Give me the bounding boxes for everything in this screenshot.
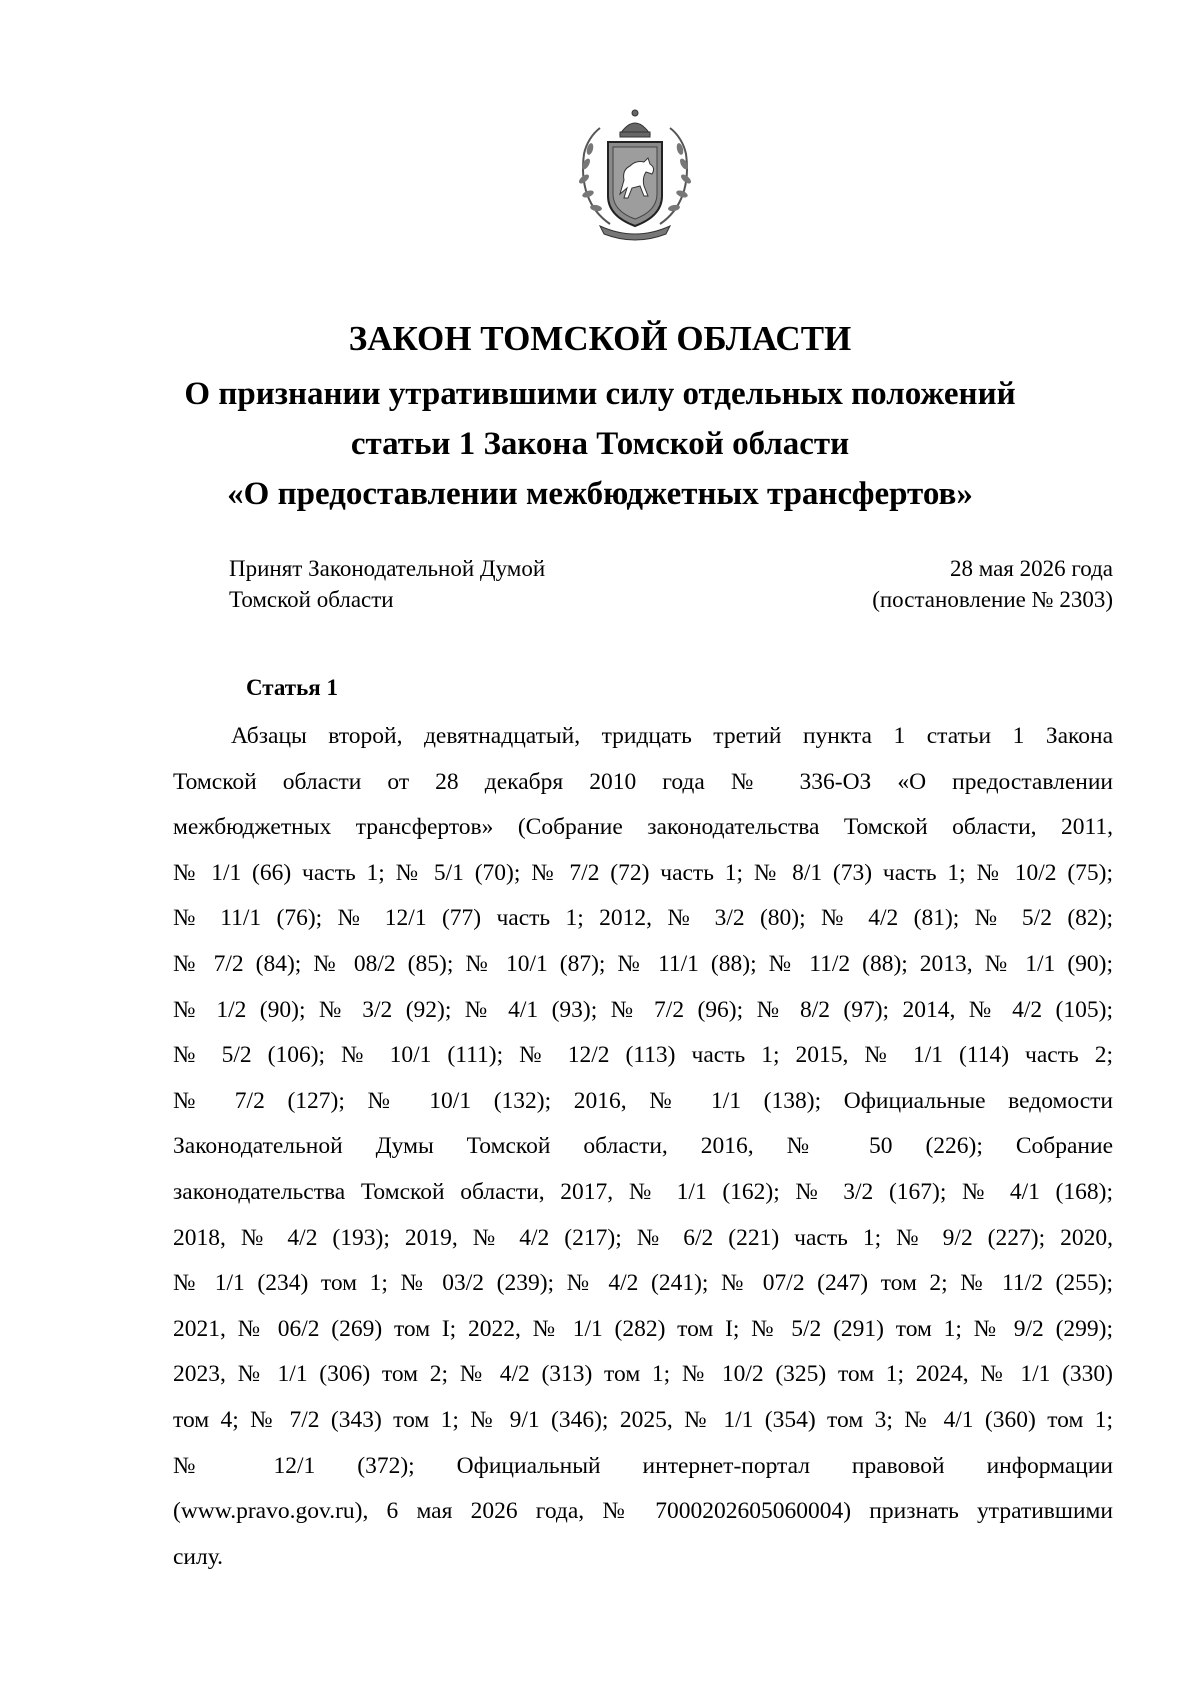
adopting-body-line: Принят Законодательной Думой: [229, 556, 546, 581]
paragraph-line: 2023, № 1/1 (306) том 2; № 4/2 (313) том 1; № 10/2 (325) том 1; 2024, № 1/1 (330): [173, 1361, 1113, 1388]
adopting-body-line: Томской области: [229, 587, 394, 612]
paragraph-line: 2018, № 4/2 (193); 2019, № 4/2 (217); № 6/2 (221) часть 1; № 9/2 (227); 2020,: [173, 1224, 1113, 1251]
law-subtitle: [0, 369, 1200, 519]
paragraph-line: законодательства Томской области, 2017, № 1/1 (162); № 3/2 (167); № 4/1 (168);: [173, 1178, 1113, 1205]
article-heading: Статья 1: [246, 675, 338, 700]
adopting-body: [229, 553, 545, 615]
article-body: [173, 714, 1113, 1580]
paragraph-line: Законодательной Думы Томской области, 2016, № 50 (226); Собрание: [173, 1133, 1113, 1160]
resolution-number: (постановление № 2303): [872, 587, 1113, 612]
paragraph-line: 2021, № 06/2 (269) том I; 2022, № 1/1 (282) том I; № 5/2 (291) том 1; № 9/2 (299);: [173, 1315, 1113, 1342]
law-subtitle-line: «О предоставлении межбюджетных трансфертов»: [227, 476, 973, 512]
paragraph-line: № 7/2 (84); № 08/2 (85); № 10/1 (87); № 11/1 (88); № 11/2 (88); 2013, № 1/1 (90);: [173, 950, 1113, 977]
paragraph-line: Абзацы второй, девятнадцатый, тридцать третий пункта 1 статьи 1 Закона: [231, 723, 1113, 749]
paragraph-line: (www.pravo.gov.ru), 6 мая 2026 года, № 7000202605060004) признать утратившими: [173, 1498, 1113, 1525]
paragraph-line: № 7/2 (127); № 10/1 (132); 2016, № 1/1 (138); Официальные ведомости: [173, 1087, 1113, 1114]
paragraph-line: № 1/2 (90); № 3/2 (92); № 4/1 (93); № 7/2 (96); № 8/2 (97); 2014, № 4/2 (105);: [173, 996, 1113, 1023]
paragraph-line: межбюджетных трансфертов» (Собрание законодательства Томской области, 2011,: [173, 814, 1113, 841]
paragraph-line: № 1/1 (234) том 1; № 03/2 (239); № 4/2 (241); № 07/2 (247) том 2; № 11/2 (255);: [173, 1270, 1113, 1297]
law-subtitle-line: статьи 1 Закона Томской области: [350, 426, 850, 462]
paragraph-line: том 4; № 7/2 (343) том 1; № 9/1 (346); 2025, № 1/1 (354) том 3; № 4/1 (360) том 1;: [173, 1406, 1113, 1433]
paragraph-line: № 1/1 (66) часть 1; № 5/1 (70); № 7/2 (72) часть 1; № 8/1 (73) часть 1; № 10/2 (75);: [173, 859, 1113, 886]
adoption-date: [872, 553, 1113, 615]
law-title: ЗАКОН ТОМСКОЙ ОБЛАСТИ: [348, 319, 852, 358]
paragraph-line: № 5/2 (106); № 10/1 (111); № 12/2 (113) часть 1; 2015, № 1/1 (114) часть 2;: [173, 1042, 1113, 1069]
paragraph-line: № 12/1 (372); Официальный интернет-портал правовой информации: [173, 1452, 1113, 1479]
paragraph-line: силу.: [173, 1543, 224, 1570]
coat-of-arms-icon: [570, 104, 700, 244]
law-subtitle-line: О признании утратившими силу отдельных положений: [184, 376, 1016, 412]
paragraph-line: Томской области от 28 декабря 2010 года № 336-ОЗ «О предоставлении: [173, 768, 1113, 795]
paragraph-line: № 11/1 (76); № 12/1 (77) часть 1; 2012, № 3/2 (80); № 4/2 (81); № 5/2 (82);: [173, 905, 1113, 932]
adoption-date-line: 28 мая 2026 года: [949, 556, 1113, 581]
title-block: [0, 315, 1200, 519]
